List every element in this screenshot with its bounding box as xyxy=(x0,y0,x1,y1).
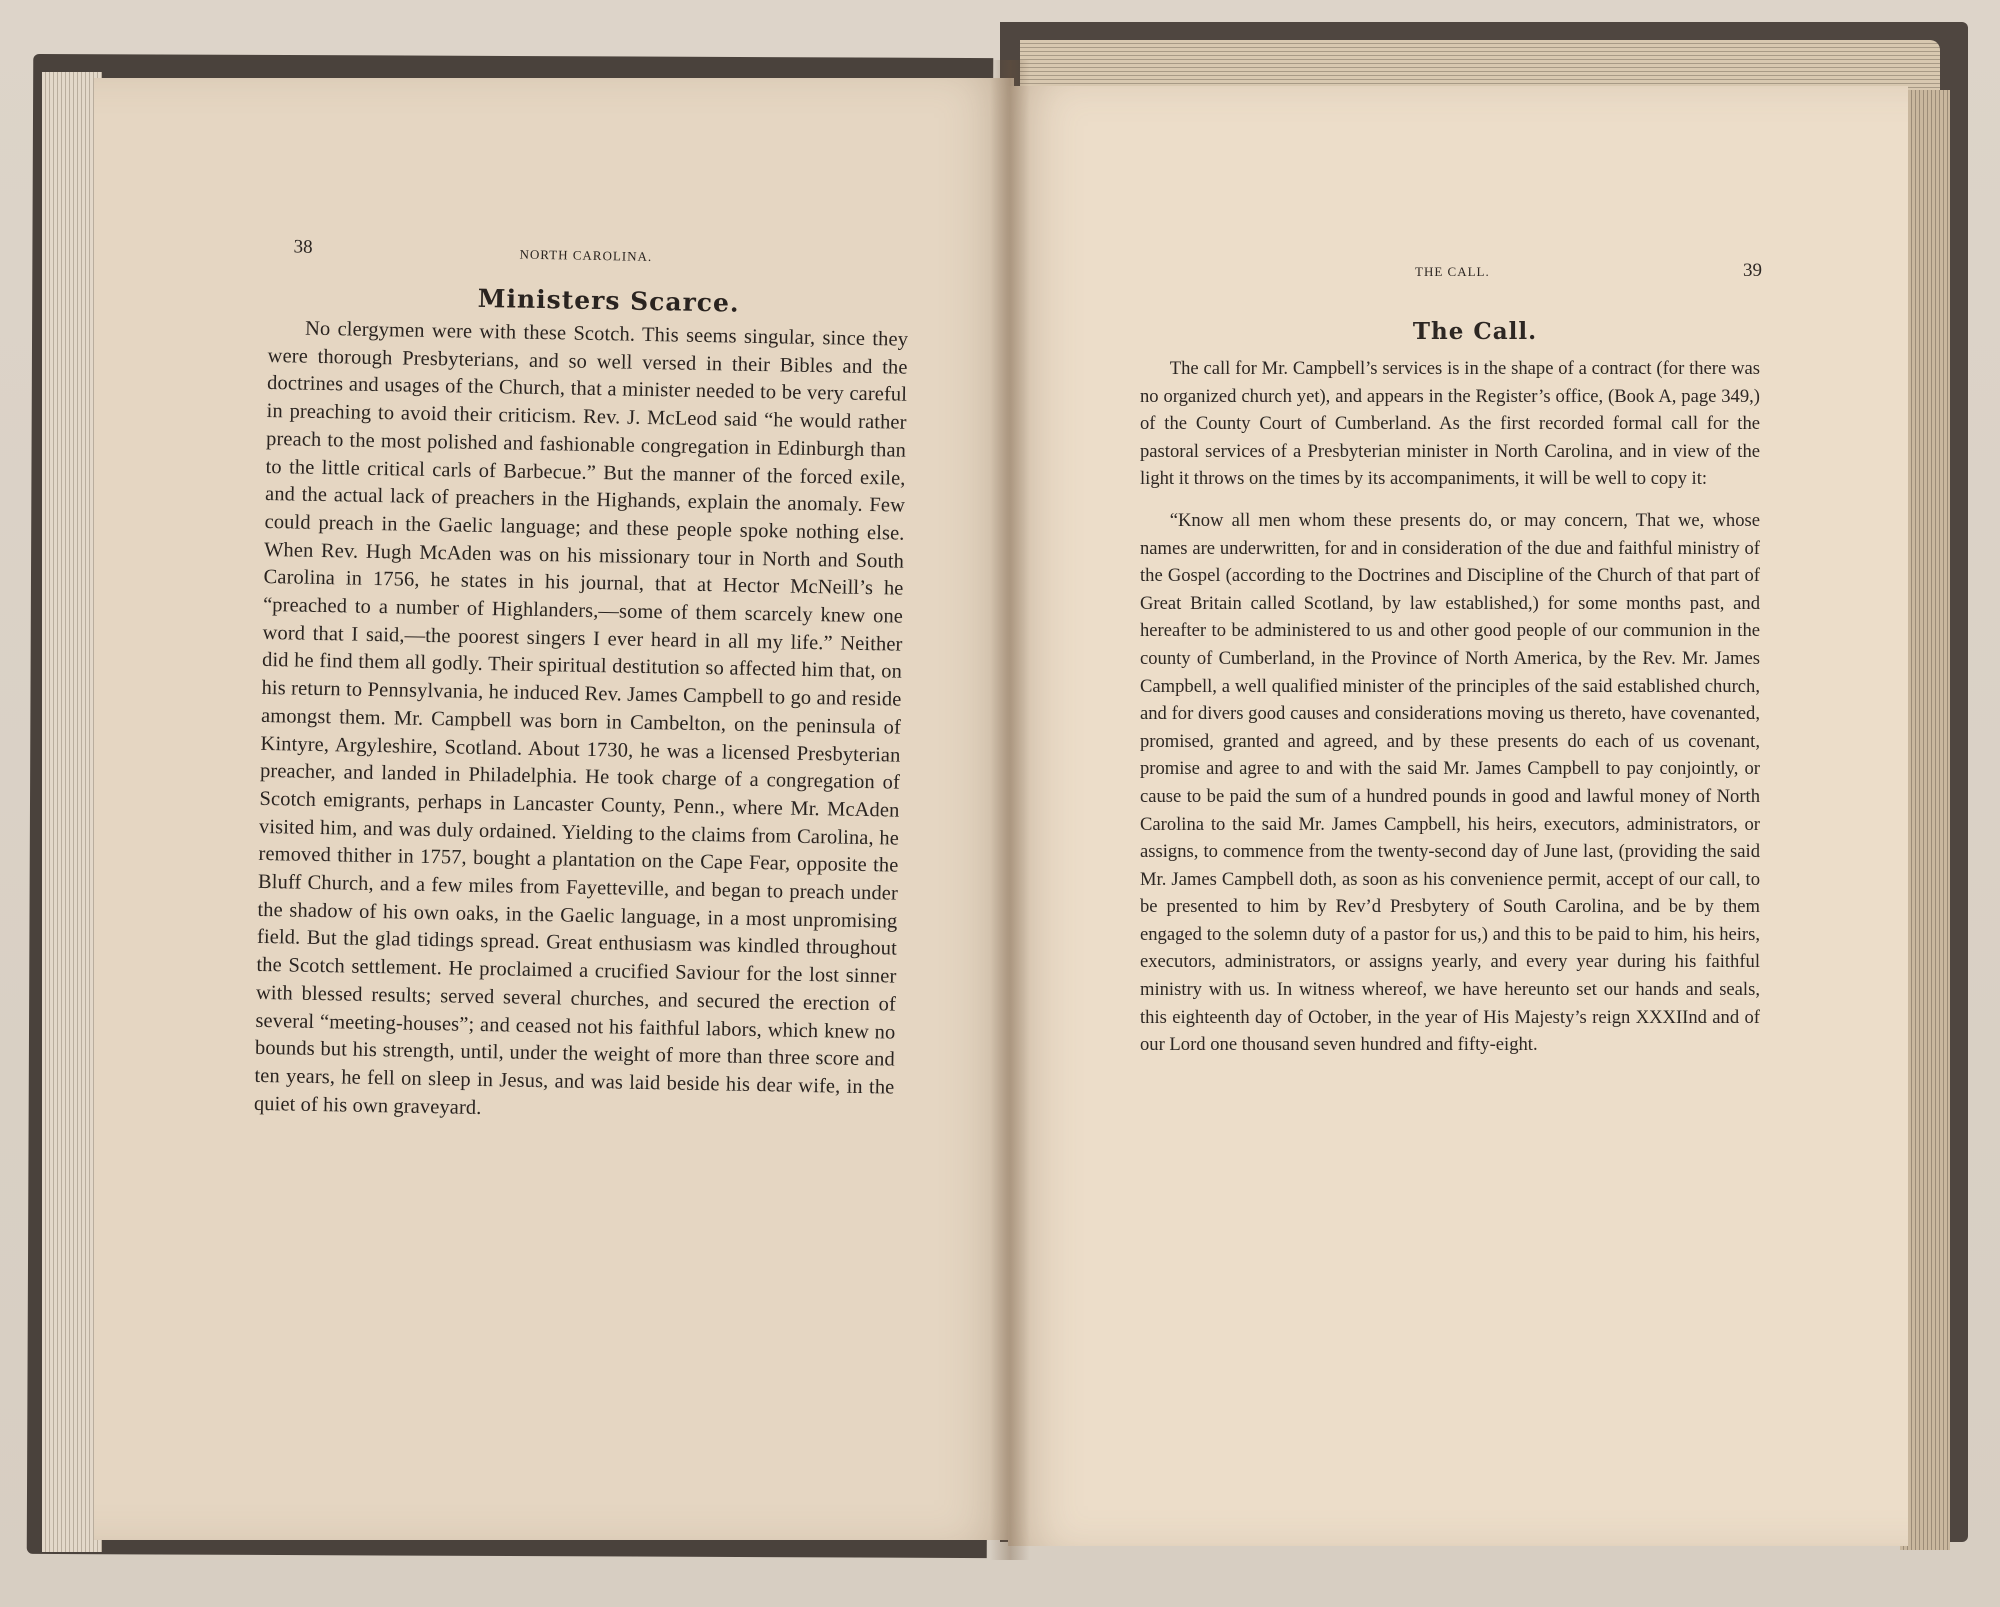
page-number-left: 38 xyxy=(293,236,313,258)
section-heading-the-call: The Call. xyxy=(1412,318,1538,345)
section-heading-ministers-scarce: Ministers Scarce. xyxy=(477,283,740,318)
book-gutter xyxy=(990,60,1030,1560)
page-edges-left xyxy=(42,72,102,1552)
page-number-right: 39 xyxy=(1743,260,1762,281)
right-page-header xyxy=(1140,258,1760,318)
running-head-right: THE CALL. xyxy=(1415,264,1490,279)
left-page-paragraph: No clergymen were with these Scotch. This seems singular, since they were thorough Presbyterians, and so well versed in their Bibles and the doctrines and usages of the Church, that a minister needed to be very careful in preaching to avoid their criticism. Rev. J. McLeod said “he would rather preach to the most polished and fashionable congregation in Edinburgh than to the little critical carls of Barbecue.” But the manner of the forced exile, and the actual lack of preachers in the Highands, explain the anomaly. Few could preach in the Gaelic language; and these people spoke nothing else. When Rev. Hugh McAden was on his missionary tour in North and South Carolina in 1756, he states in his journal, that at Hector McNeill’s he “preached to a number of Highlanders,—some of them scarcely knew one word that I said,—the poorest singers I ever heard in all my life.” Neither did he find them all godly. Their spiritual destitution so affected him that, on his return to Pennsylvania, he induced Rev. James Campbell to go and reside amongst them. Mr. Campbell was born in Cambelton, on the peninsula of Kintyre, Argyleshire, Scotland. About 1730, he was a licensed Presbyterian preacher, and landed in Philadelphia. He took charge of a congregation of Scotch emigrants, perhaps in Lancaster County, Penn., where Mr. McAden visited him, and was duly ordained. Yielding to the claims from Carolina, he removed thither in 1757, bought a plantation on the Cape Fear, opposite the Bluff Church, and a few miles from Fayetteville, and began to preach under the shadow of his own oaks, in the Gaelic language, in a most unpromising field. But the glad tidings spread. Great enthusiasm was kindled throughout the Scotch settlement. He proclaimed a crucified Saviour for the lost sinner with blessed results; served several churches, and secured the erection of several “meeting-houses”; and ceased not his faithful labors, which knew no bounds but his strength, until, under the weight of more than three score and ten years, he fell on sleep in Jesus, and was laid beside his dear wife, in the quiet of his own graveyard. xyxy=(253,317,909,1119)
quoted-call-document: “Know all men whom these presents do, or may concern, That we, whose names are underwritten, for and in consideration of the due and faithful ministry of the Gospel (according to the Doctrines and Discipline of the Church of that part of Great Britain called Scotland, by law established,) for some months past, and hereafter to be administered to us and other good people of our communion in the county of Cumberland, in the Province of North America, by the Rev. Mr. James Campbell, a well qualified minister of the principles of the said established church, and for divers good causes and considerations moving us thereto, have covenanted, promised, granted and agreed, and by these presents do each of us covenant, promise and agree to and with the said Mr. James Campbell to pay conjointly, or cause to be paid the sum of a hundred pounds in good and lawful money of North Carolina to the said Mr. James Campbell, his heirs, executors, administrators, or assigns, to commence from the twenty-second day of June last, (providing the said Mr. James Campbell doth, as soon as his convenience permit, accept of our call, to be presented to him by Rev’d Presbytery of South Carolina, and be by them engaged to the solemn duty of a pastor for us,) and this to be paid to him, his heirs, executors, administrators, or assigns yearly, and every year during his faithful ministry with us. In witness whereof, we have hereunto set our hands and seals, this eighteenth day of October, in the year of His Majesty’s reign XXXIInd and of our Lord one thousand seven hundred and fifty-eight. xyxy=(1140,509,1760,1056)
right-page-content xyxy=(1140,258,1760,1059)
running-head-left: NORTH CAROLINA. xyxy=(519,246,653,265)
left-page-content xyxy=(254,228,910,1130)
intro-paragraph: The call for Mr. Campbell’s services is in the shape of a contract (for there was no organized church yet), and appears in the Register’s office, (Book A, page 349,) of the County Court of Cumberland. As the first recorded formal call for the pastoral services of a Presbyterian minister in North Carolina, and in view of the light it throws on the times by its accompaniments, it will be well to copy it: xyxy=(1140,358,1760,490)
left-page-header xyxy=(269,228,910,290)
